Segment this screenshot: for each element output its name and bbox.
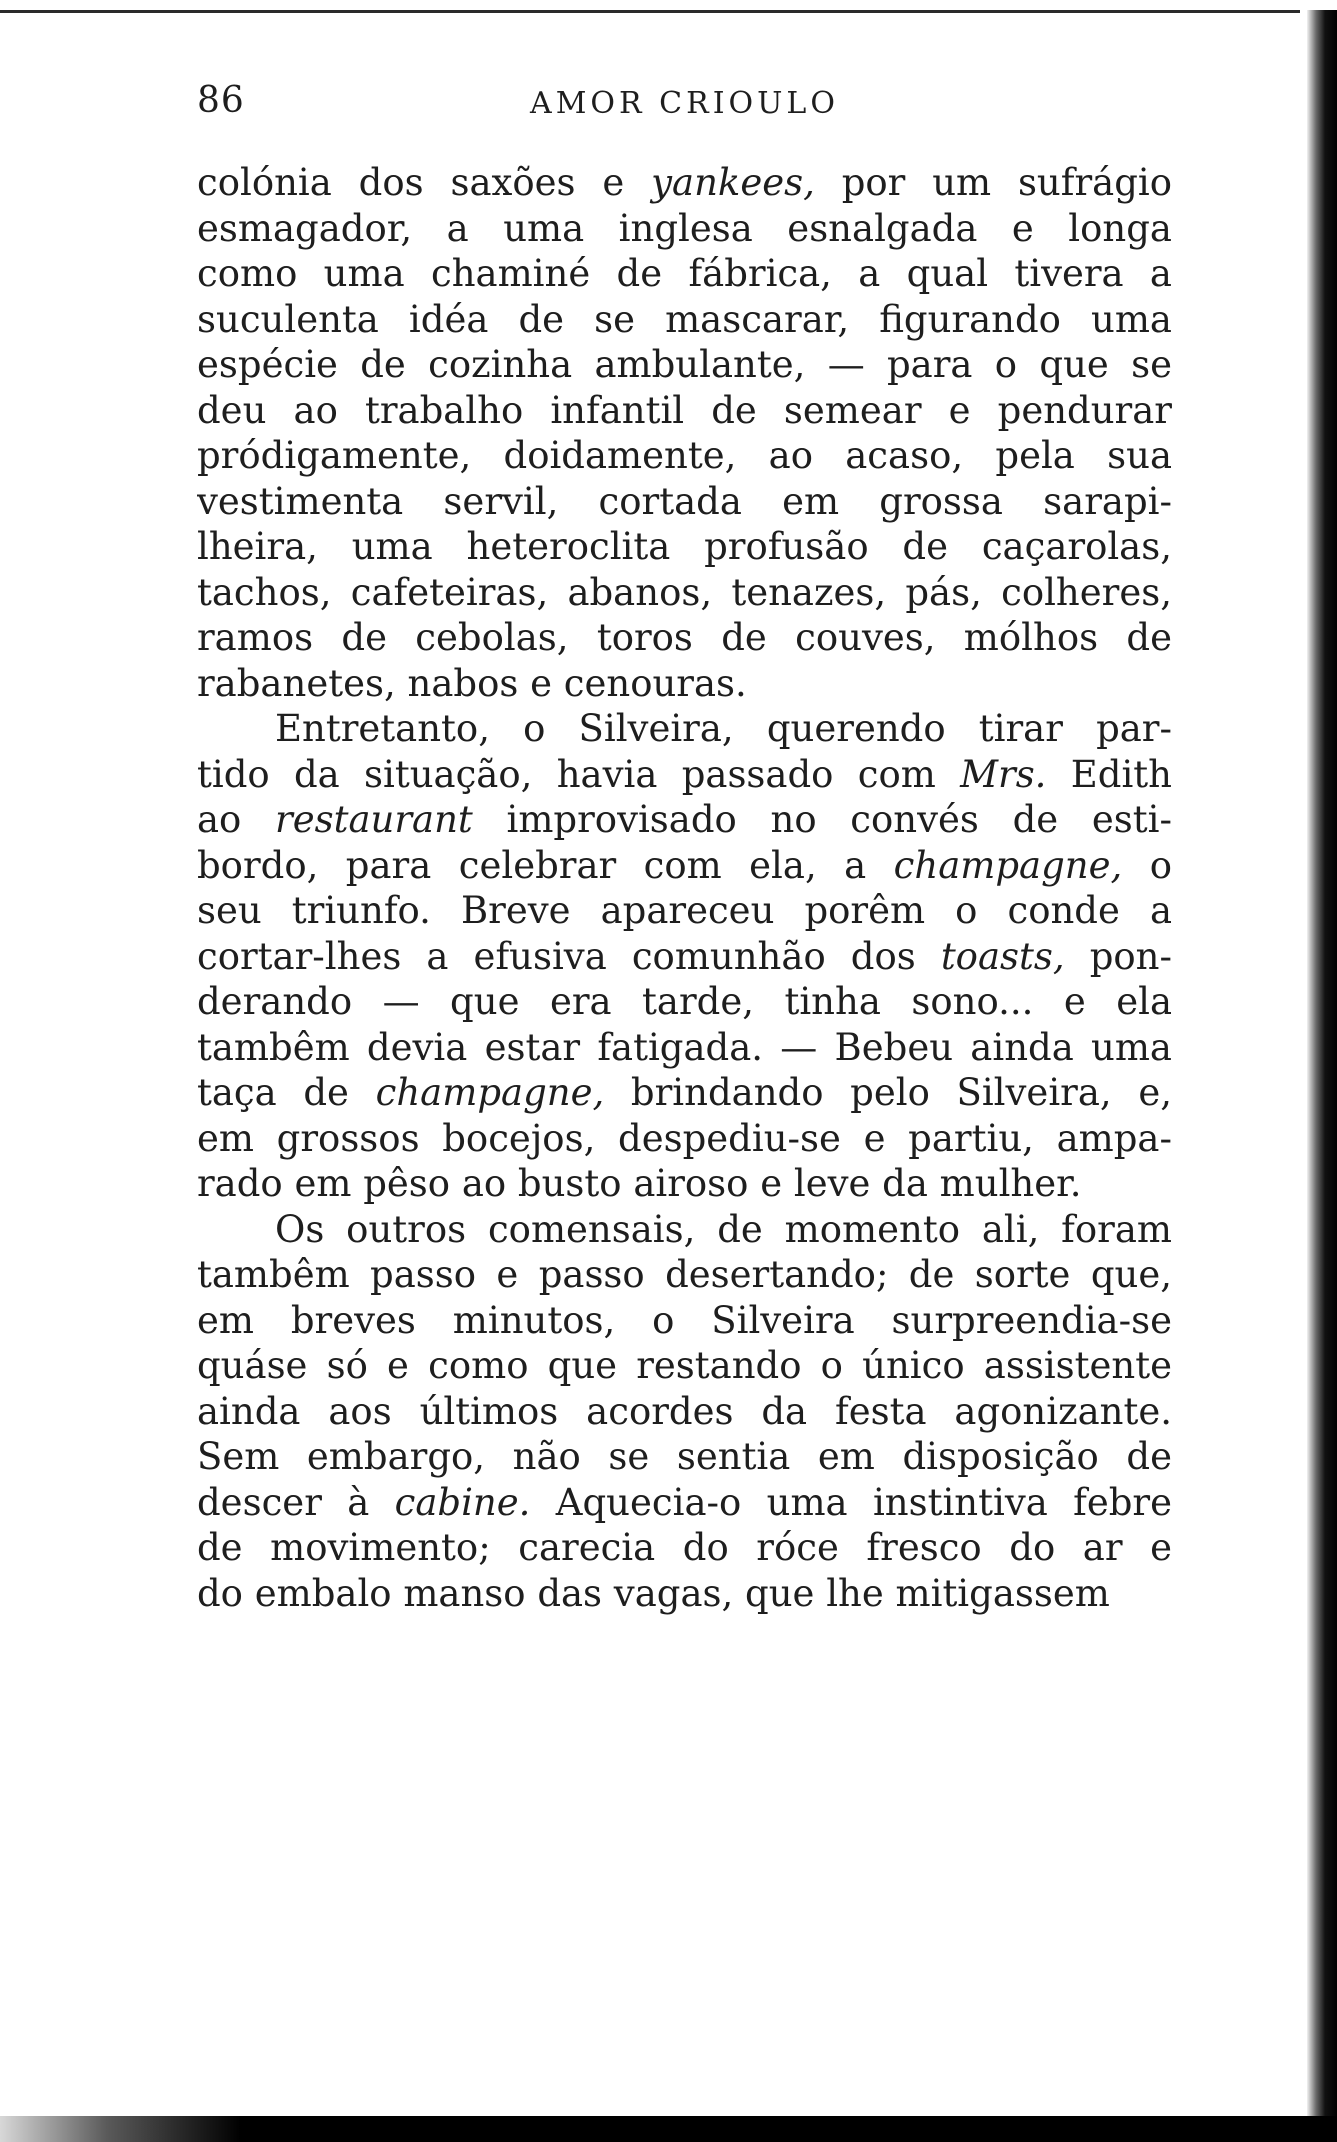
text-run: do embalo manso das vagas, que lhe mitigassem	[197, 1571, 1110, 1615]
text-run: rado em pêso ao busto airoso e leve da mulher.	[197, 1162, 1082, 1205]
text-run: cortar-lhes a efusiva comunhão dos	[197, 934, 941, 978]
text-run: de movimento; carecia do róce fresco do ar e	[197, 1526, 1172, 1569]
italic-text: champagne,	[893, 843, 1123, 887]
text-line	[197, 160, 1172, 206]
text-run: tachos, cafeteiras, abanos, tenazes, pás, colheres,	[197, 570, 1172, 614]
text-run: improvisado no convés de esti-	[472, 798, 1172, 841]
text-line	[197, 979, 1172, 1025]
text-run: Sem embargo, não se sentia em disposição de	[197, 1435, 1172, 1478]
text-run: taça de	[197, 1071, 376, 1114]
text-run: tambêm devia estar fatigada. — Bebeu ainda uma	[197, 1025, 1172, 1069]
text-line	[197, 1070, 1172, 1116]
page-number: 86	[197, 80, 245, 121]
text-line	[197, 206, 1172, 252]
text-run: Edith	[1046, 752, 1172, 796]
italic-text: restaurant	[275, 798, 473, 841]
text-run: colónia dos saxões e	[197, 161, 652, 204]
text-run: como uma chaminé de fábrica, a qual tivera a	[197, 252, 1172, 295]
text-line	[197, 1252, 1172, 1298]
text-run: quáse só e como que restando o único assistente	[197, 1344, 1172, 1387]
bottom-page-edge	[0, 2116, 1337, 2142]
text-run: Os outros comensais, de momento ali, foram	[275, 1207, 1172, 1251]
text-line	[197, 570, 1172, 616]
top-page-edge	[0, 10, 1300, 13]
text-line	[197, 342, 1172, 388]
text-line	[197, 1161, 1172, 1207]
book-title: AMOR CRIOULO	[530, 86, 839, 121]
text-run: suculenta idéa de se mascarar, figurando uma	[197, 297, 1172, 341]
text-line	[197, 1571, 1172, 1617]
text-line	[197, 297, 1172, 343]
italic-text: toasts,	[940, 934, 1065, 978]
text-run: em grossos bocejos, despediu-se e partiu, ampa-	[197, 1116, 1172, 1160]
text-run: esmagador, a uma inglesa esnalgada e longa	[197, 206, 1172, 250]
italic-text: yankees,	[651, 161, 815, 204]
text-line	[197, 1343, 1172, 1389]
italic-text: Mrs.	[960, 752, 1047, 796]
text-run: espécie de cozinha ambulante, — para o que se	[197, 343, 1172, 386]
text-line	[197, 752, 1172, 798]
text-run: vestimenta servil, cortada em grossa sarapi-	[197, 479, 1172, 523]
text-line	[197, 1525, 1172, 1571]
text-line	[197, 388, 1172, 434]
text-run: brindando pelo Silveira, e,	[604, 1071, 1172, 1114]
text-run: em breves minutos, o Silveira surpreendia-se	[197, 1298, 1172, 1342]
text-run: pon-	[1064, 934, 1172, 978]
text-line	[197, 1207, 1172, 1253]
text-run: Entretanto, o Silveira, querendo tirar par-	[275, 707, 1172, 750]
text-line	[197, 1298, 1172, 1344]
text-line	[197, 524, 1172, 570]
text-line	[197, 706, 1172, 752]
text-run: descer à	[197, 1480, 395, 1524]
text-line	[197, 797, 1172, 843]
text-line	[197, 433, 1172, 479]
text-line	[197, 479, 1172, 525]
text-run: Aquecia-o uma instintiva febre	[530, 1480, 1172, 1524]
text-line	[197, 888, 1172, 934]
text-line	[197, 934, 1172, 980]
text-line	[197, 1116, 1172, 1162]
text-line	[197, 843, 1172, 889]
text-line	[197, 251, 1172, 297]
text-run: seu triunfo. Breve apareceu porêm o conde a	[197, 889, 1172, 932]
text-run: ao	[197, 798, 276, 841]
text-run: lheira, uma heteroclita profusão de caçarolas,	[197, 525, 1172, 568]
body-text	[197, 160, 1172, 1616]
text-line	[197, 1025, 1172, 1071]
running-header	[197, 80, 1172, 126]
text-run: derando — que era tarde, tinha sono... e ela	[197, 980, 1172, 1023]
text-run: tambêm passo e passo desertando; de sorte que,	[197, 1253, 1172, 1296]
text-run: bordo, para celebrar com ela, a	[197, 843, 894, 887]
text-line	[197, 1389, 1172, 1435]
text-line	[197, 1480, 1172, 1526]
italic-text: cabine.	[394, 1480, 531, 1524]
text-run: por um sufrágio	[814, 161, 1172, 204]
text-run: ainda aos últimos acordes da festa agonizante.	[197, 1389, 1172, 1433]
text-run: rabanetes, nabos e cenouras.	[197, 661, 747, 705]
text-run: pródigamente, doidamente, ao acaso, pela sua	[197, 434, 1172, 477]
text-run: tido da situação, havia passado com	[197, 752, 961, 796]
text-line	[197, 1434, 1172, 1480]
italic-text: champagne,	[375, 1071, 605, 1114]
text-line	[197, 615, 1172, 661]
text-run: o	[1122, 843, 1172, 887]
text-run: ramos de cebolas, toros de couves, mólhos de	[197, 616, 1172, 659]
text-line	[197, 661, 1172, 707]
right-page-edge-shadow	[1307, 10, 1337, 2142]
text-run: deu ao trabalho infantil de semear e pendurar	[197, 388, 1172, 432]
